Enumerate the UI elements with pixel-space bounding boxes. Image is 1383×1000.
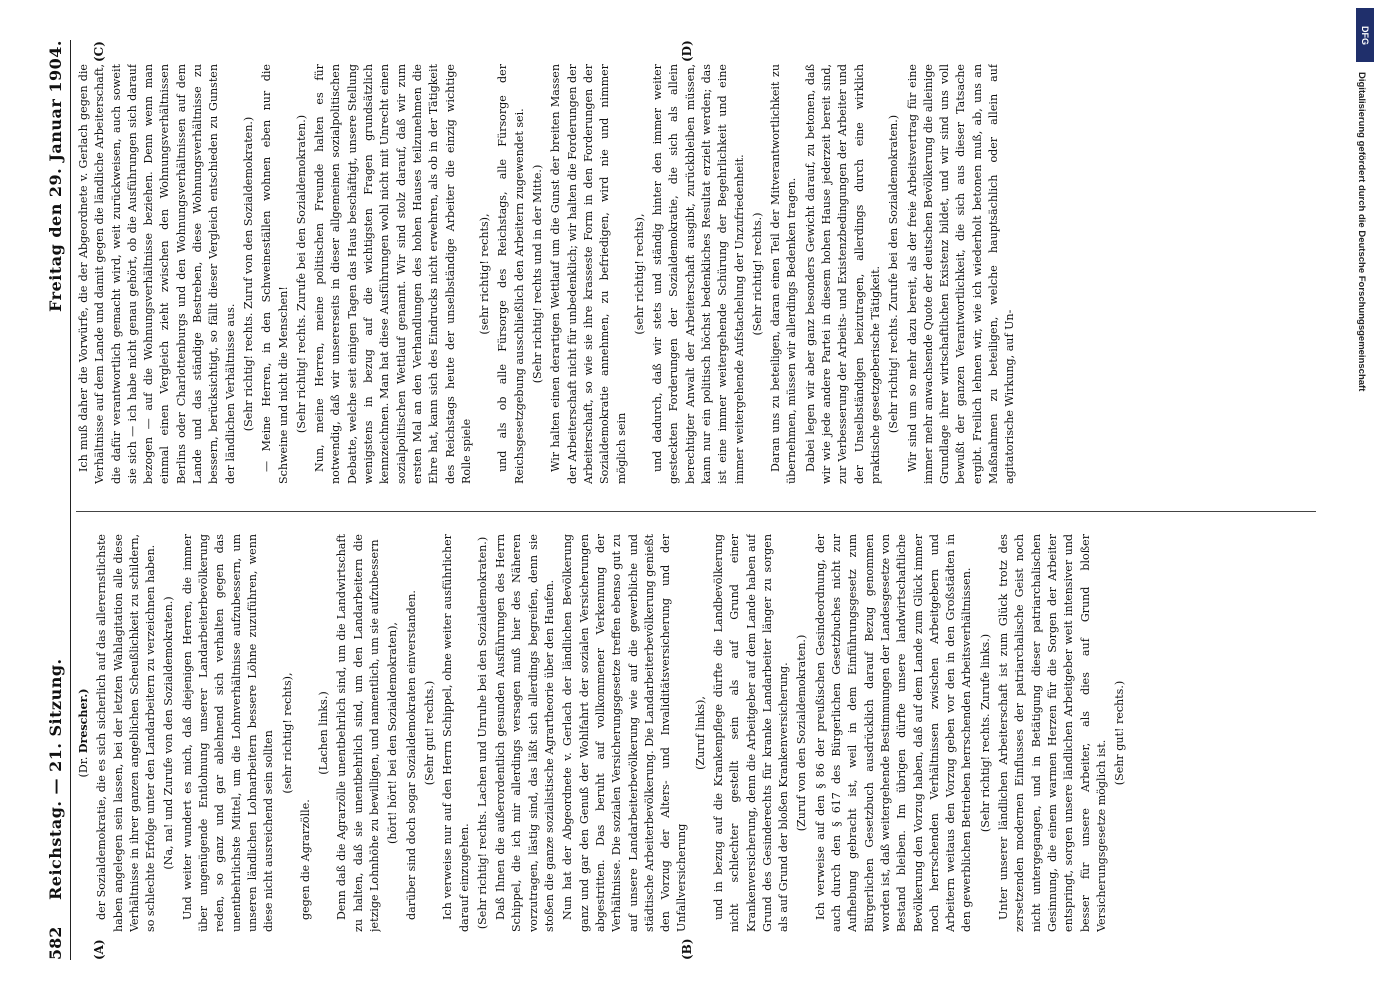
paragraph: und als ob alle Fürsorge des Reichstags, alle Fürsorge der Reichsgesetzgebung ausschließlich den Arbeitern zugewendet sei. [496, 64, 526, 484]
margin-marker-b: (B) [680, 938, 694, 960]
rotated-page-content [40, 40, 1330, 960]
paragraph: Nun hat der Abgeordnete v. Gerlach der ländlichen Bevölkerung ganz und gar den Genuß der Wohlfahrt der sozialen Versicherungen abgestritten. Das beruht auf vollkommener Verkennung der Verhältnisse. Die sozialen Versicherungsgesetze treffen ebenso gut zu auf unsere Landarbeiterbevölkerung wie auf die gewerbliche und städtische Arbeiterbevölkerung. Die Landarbeiterbevölkerung genießt den Vorzug der Alters- und Invaliditätsversicherung und der Unfallversicherung [561, 534, 689, 932]
speaker-prefix: (Dr. [77, 756, 90, 778]
speaker-line [76, 534, 92, 932]
paragraph: (Sehr richtig! rechts und in der Mitte.) [531, 164, 545, 384]
digitization-sidebar [1353, 8, 1379, 992]
paragraph: (Zuruf von den Sozialdemokraten.) [795, 634, 809, 832]
session-date: Freitag den 29. Januar 1904. [46, 40, 65, 312]
right-text-column [76, 64, 1316, 484]
paragraph: Daran uns zu beteiligen, daran einen Teil der Mitverantwortlichkeit zu übernehmen, müssen wir allerdings Bedenken tragen. [769, 64, 799, 484]
paragraph: und dadurch, daß wir stets und ständig hinter den immer weiter gesteckten Forderungen der Sozialdemokratie, die sich als allein berechtigter Anwalt der Arbeiterschaft ausgibt, zurückbleiben müssen, kann nur ein politisch höchst bedenkliches Resultat erzielt werden; das ist eine immer weitergehende Schürung der Begehrlichkeit und eine immer weitergehende Aufstachelung der Unzufriedenheit. [651, 64, 746, 484]
paragraph: Unter unserer ländlichen Arbeiterschaft ist zum Glück trotz des zersetzenden modernen Einflusses der patriarchalische Geist noch nicht untergegangen, und in Betätigung dieser patriarchalischen Gesinnung, die einem warmen Herzen für die Sorgen der Arbeiter entspringt, sorgen unsere ländlichen Arbeitgeber weit intensiver und besser für unsere Arbeiter, als dies auf Grund bloßer Versicherungsgesetze möglich ist. [997, 534, 1108, 932]
margin-marker-c: (C) [92, 41, 106, 62]
paragraph: gegen die Agrarzölle. [298, 799, 312, 920]
paragraph: — Meine Herren, in den Schweineställen wohnen eben nur die Schweine und nicht die Menschen! [260, 64, 290, 484]
left-paragraphs [94, 534, 1128, 932]
speaker-name: Drescher.) [77, 688, 90, 754]
paragraph: Nun, meine Herren, meine politischen Freunde halten es für notwendig, daß wir unsererseits in dieser allgemeinen sozialpolitischen Debatte, welche seit einigen Tagen das Haus beschäftigt, unsere Stellung wenigstens in bezug auf die wichtigsten Fragen grundsätzlich kennzeichnen. Man hat diese Ausführungen wohl nicht mit Unrecht einen sozialpolitischen Wettlauf genannt. Wir sind stolz darauf, daß wir zum ersten Mal an den Verhandlungen des hohen Hauses teilzunehmen die Ehre hat, kann sich des Eindrucks nicht erwehren, als ob in der Tätigkeit des Reichstags heute der unselbständige Arbeiter die einzig wichtige Rolle spiele [313, 64, 473, 484]
paragraph: (Zuruf links), [693, 696, 707, 770]
margin-marker-a: (A) [92, 939, 106, 960]
paragraph: und in bezug auf die Krankenpflege dürfte die Landbevölkerung nicht schlechter gestellt sein als auf Grund einer Krankenversicherung, denn die Arbeitgeber auf dem Lande haben auf Grund des Gesinderechts für kranke Landarbeiter länger zu sorgen als auf Grund der bloßen Krankenversicherung. [711, 534, 791, 932]
session-title: Reichstag. — 21. Sitzung. [46, 658, 65, 900]
paragraph: (Lachen links.) [317, 691, 331, 775]
page-number: 582 [46, 926, 65, 960]
margin-marker-d: (D) [680, 40, 694, 62]
paragraph: (Sehr gut! rechts.) [1113, 680, 1127, 786]
paragraph: darüber sind doch sogar Sozialdemokraten einverstanden. [404, 590, 418, 920]
paragraph: Und weiter wundert es mich, daß diejenigen Herren, die immer über ungenügende Entlohnung unserer Landarbeiterbevölkerung reden, so ganz und gar ablehnend sich verhalten gegen das unentbehrlichste Mittel, um die Lohnverhältnisse aufzubessern, um unseren ländlichen Lohnarbeitern bessere Löhne zuzuführen, wenn diese nicht ausreichend sein sollten [180, 534, 276, 932]
paragraph: (Sehr richtig! rechts. Zurufe bei den Sozialdemokraten.) [294, 114, 308, 434]
column-separator [76, 511, 1316, 512]
paragraph: (Sehr richtig! rechts. Lachen und Unruhe bei den Sozialdemokraten.) [475, 536, 489, 930]
paragraph: (sehr richtig! rechts), [280, 672, 294, 794]
paragraph: (sehr richtig! rechts), [632, 213, 646, 335]
paragraph: Ich muß daher die Vorwürfe, die der Abgeordnete v. Gerlach gegen die Verhältnisse auf dem Lande und damit gegen die ländliche Arbeiterschaft, die dafür verantwortlich gemacht wird, weit zurückweisen, auch soweit sie sich — ich habe nicht genau gehört, ob die Ausführungen sich darauf bezogen — auf die Wohnungsverhältnisse beziehen. Denn wenn man einmal einen Vergleich zieht zwischen den Wohnungsverhältnissen Berlins oder Charlottenburgs und den Wohnungsverhältnissen auf dem Lande und das ständige Bestreben, diese Wohnungsverhältnisse zu bessern, berücksichtigt, so fällt dieser Vergleich entschieden zu Gunsten der ländlichen Verhältnisse aus. [77, 64, 237, 484]
paragraph: (hört! hört! bei den Sozialdemokraten), [386, 622, 400, 844]
paragraph: Ich verweise nur auf den Herrn Schippel, ohne weiter ausführlicher darauf einzugehen. [441, 534, 471, 932]
paragraph: (Sehr richtig! rechts. Zurufe links.) [978, 633, 992, 833]
paragraph: (Sehr richtig! rechts.) [750, 212, 764, 336]
paragraph: Wir sind um so mehr dazu bereit, als der freie Arbeitsvertrag für eine immer mehr anwachsende Quote der deutschen Bevölkerung die alleinige Grundlage ihrer wirtschaftlichen Existenz bildet, und wir sind uns voll bewußt der ganzen Verantwortlichkeit, die sich aus dieser Tatsache ergibt. Freilich lehnen wir, wie ich wiederholt betonen muß, ab, uns an Maßnahmen zu beteiligen, welche hauptsächlich oder allein auf agitatorische Wirkung, auf Un- [905, 64, 1017, 484]
left-text-column [76, 534, 1316, 932]
paragraph: (Sehr richtig! rechts. Zurufe bei den Sozialdemokraten.) [887, 114, 901, 434]
paragraph: der Sozialdemokratie, die es sich sicherlich auf das allerernstlichste haben angelegen sein lassen, bei der letzten Wahlagitation alle diese Verhältnisse in ihrer ganzen angeblichen Scheußlichkeit zu schildern, so schlechte Erfolge unter den Landarbeitern zu verzeichnen haben. [95, 534, 158, 932]
paragraph: (Sehr richtig! rechts. Zuruf von den Sozialdemokraten.) [241, 116, 255, 432]
paragraph: Wir halten einen derartigen Wettlauf um die Gunst der breiten Massen der Arbeiterschaft nicht für unbedenklich; wir halten die Forderungen der Arbeiterschaft, so wie sie ihre krasseste Form in den Forderungen der Sozialdemokratie annehmen, zu befriedigen, wird nie und nimmer möglich sein [549, 64, 628, 484]
digitization-credit: Digitalisierung gefördert durch die Deutsche Forschungsgemeinschaft [1356, 72, 1367, 392]
paragraph: Daß Ihnen die außerordentlich gesunden Ausführungen des Herrn Schippel, die ich mir allerdings versagen muß hier des Näheren vorzutragen, lästig sind, das läßt sich allerdings begreifen, denn sie stoßen die ganze sozialistische Agrartheorie über den Haufen. [494, 534, 557, 932]
paragraph: (Sehr gut! rechts.) [422, 680, 436, 786]
header-divider [70, 40, 71, 960]
paragraph: Ich verweise auf den § 86 der preußischen Gesindeordnung, der auch durch den § 617 des Bürgerlichen Gesetzbuches nicht zur Aufhebung gebracht ist, weil in dem Einführungsgesetz zum Bürgerlichen Gesetzbuch ausdrücklich darauf Bezug genommen worden ist, daß weitergehende Bestimmungen der Landesgesetze von Bestand bleiben. Im übrigen dürfte unsere landwirtschaftliche Bevölkerung den Vorzug haben, daß auf dem Lande zum Glück immer noch herrschenden Verhältnissen zwischen Arbeitgebern und Arbeitern weitaus den Vorzug geben vor den in den Großstädten in den gewerblichen Betrieben herrschenden Arbeitsverhältnissen. [813, 534, 974, 932]
dfg-logo: DFG [1356, 8, 1374, 62]
paragraph: Dabei legen wir aber ganz besonders Gewicht darauf, zu betonen, daß wir wie jede andere Partei in diesem hohen Hause jederzeit bereit sind, zur Verbesserung der Arbeits- und Existenzbedingungen der Arbeiter und der Unselbständigen beizutragen, allerdings durch eine wirklich praktische gesetzgeberische Tätigkeit. [803, 64, 882, 484]
paragraph: Denn daß die Agrarzölle unentbehrlich sind, um die Landwirtschaft zu halten, daß sie unentbehrlich sind, um den Landarbeitern die jetzige Lohnhöhe zu bewilligen, und namentlich, um sie aufzubessern [335, 534, 382, 932]
paragraph: (sehr richtig! rechts), [478, 213, 492, 335]
page-header [40, 40, 70, 960]
paragraph: (Na, na! und Zurufe von den Sozialdemokraten.) [162, 596, 176, 870]
right-paragraphs [76, 64, 1019, 484]
